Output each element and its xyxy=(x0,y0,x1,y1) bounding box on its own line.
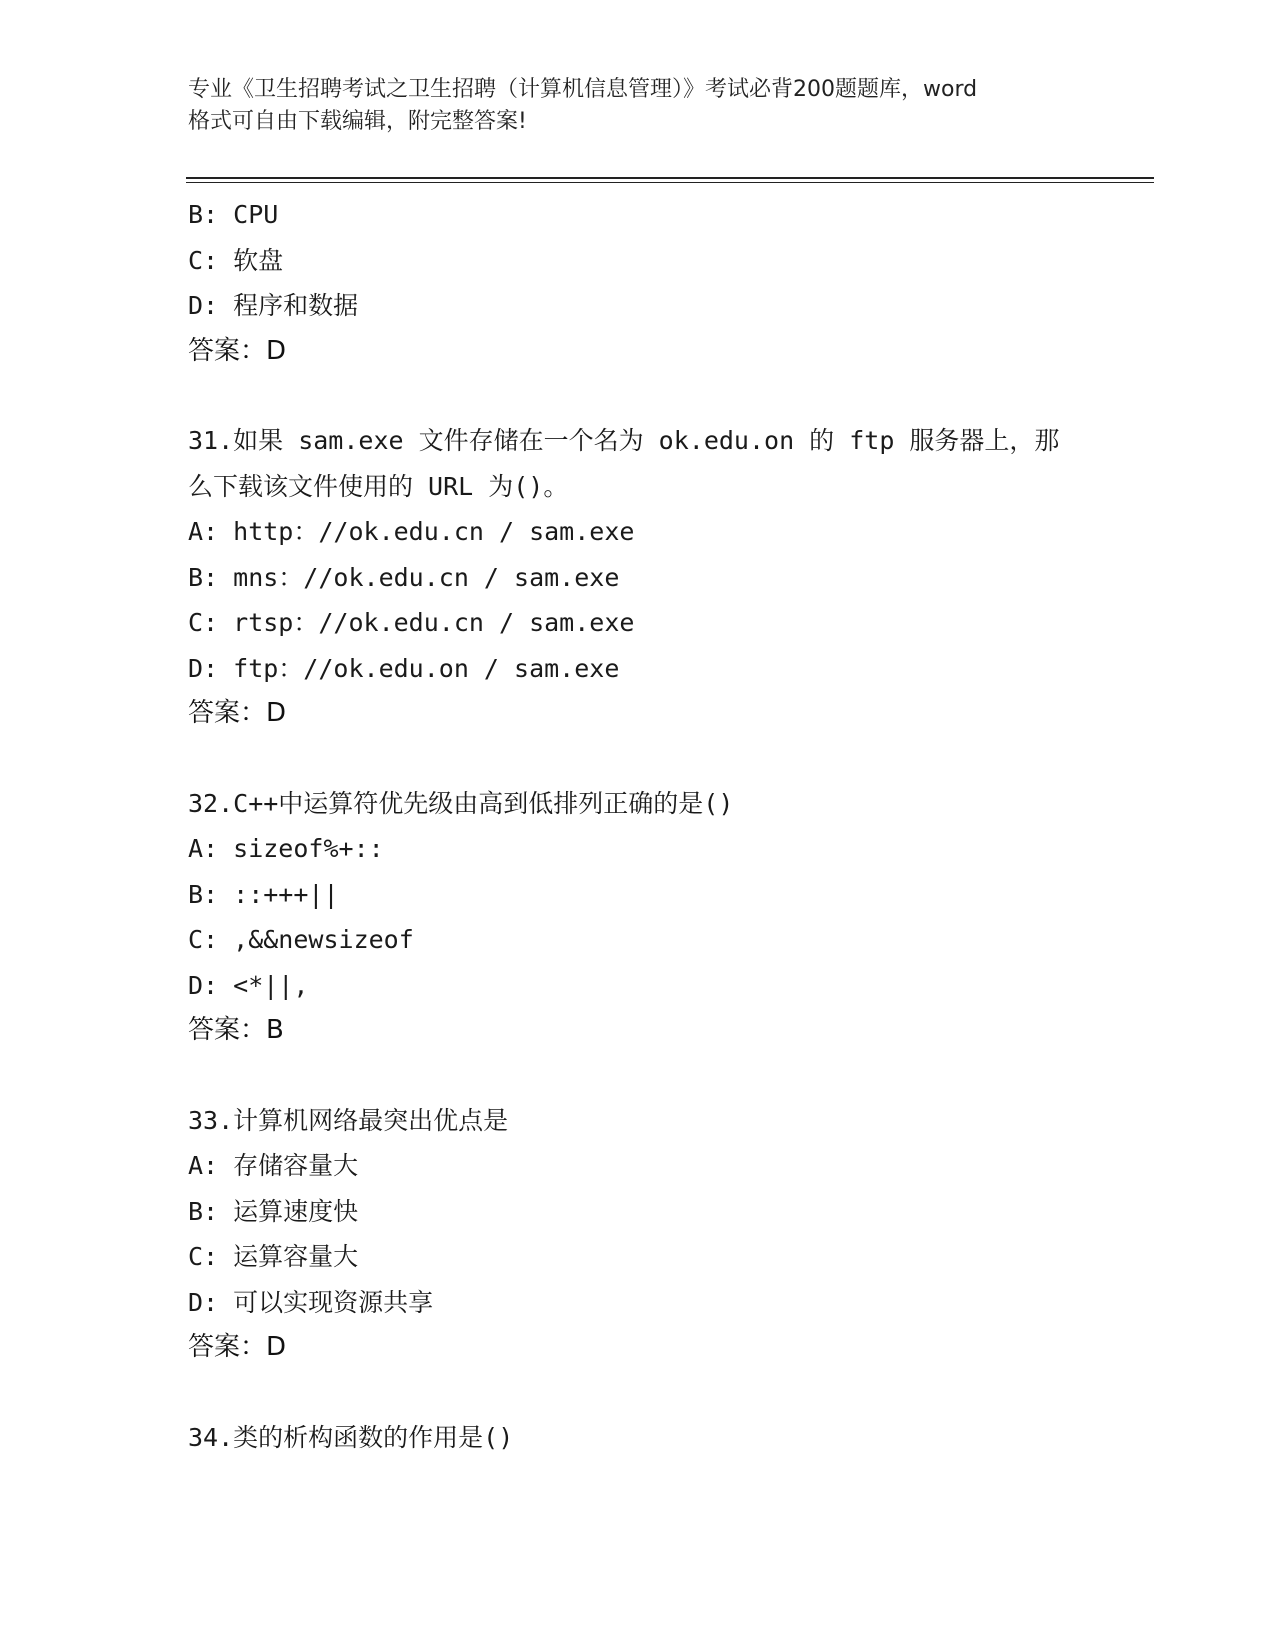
question-31 xyxy=(188,418,1148,737)
option-d: D: 可以实现资源共享 xyxy=(188,1287,434,1317)
document-header xyxy=(188,74,1088,138)
option-d: D: ftp：//ok.edu.on / sam.exe xyxy=(188,653,620,683)
option-c: C: rtsp：//ok.edu.cn / sam.exe xyxy=(188,608,635,637)
answer: 答案：B xyxy=(188,1015,284,1045)
answer: 答案：D xyxy=(188,698,287,728)
header-rule-thin xyxy=(186,182,1154,183)
option-c: C: ,&&newsizeof xyxy=(188,925,414,954)
question-30-continued xyxy=(188,192,1148,374)
question-stem-line-2: 么下载该文件使用的 URL 为()。 xyxy=(188,471,569,501)
option-b: B: mns：//ok.edu.cn / sam.exe xyxy=(188,562,620,592)
option-c: C: 运算容量大 xyxy=(188,1242,359,1271)
question-34 xyxy=(188,1415,1148,1461)
option-d: D: <*||, xyxy=(188,970,309,1000)
option-b: B: CPU xyxy=(188,200,279,229)
question-stem-line-1: 34.类的析构函数的作用是() xyxy=(188,1422,514,1452)
question-stem-line-1: 32.C++中运算符优先级由高到低排列正确的是() xyxy=(188,788,734,818)
header-rule-thick xyxy=(186,177,1154,179)
answer: 答案：D xyxy=(188,1332,287,1362)
question-list xyxy=(188,192,1148,1460)
answer: 答案：D xyxy=(188,335,287,366)
option-a: A: 存储容量大 xyxy=(188,1151,359,1180)
option-b: B: 运算速度快 xyxy=(188,1196,359,1226)
option-c: C: 软盘 xyxy=(188,245,284,275)
option-b: B: ::+++|| xyxy=(188,879,339,909)
question-stem-line-1: 33.计算机网络最突出优点是 xyxy=(188,1105,509,1135)
question-33 xyxy=(188,1098,1148,1371)
header-line-1: 专业《卫生招聘考试之卫生招聘（计算机信息管理）》考试必背200题题库，word xyxy=(188,77,978,102)
question-stem-line-1: 31.如果 sam.exe 文件存储在一个名为 ok.edu.on 的 ftp 服务器上，那 xyxy=(188,426,1060,455)
option-a: A: sizeof%+:: xyxy=(188,834,384,863)
question-32 xyxy=(188,781,1148,1054)
option-a: A: http：//ok.edu.cn / sam.exe xyxy=(188,517,635,546)
option-d: D: 程序和数据 xyxy=(188,291,359,320)
header-line-2: 格式可自由下载编辑，附完整答案! xyxy=(188,109,527,134)
